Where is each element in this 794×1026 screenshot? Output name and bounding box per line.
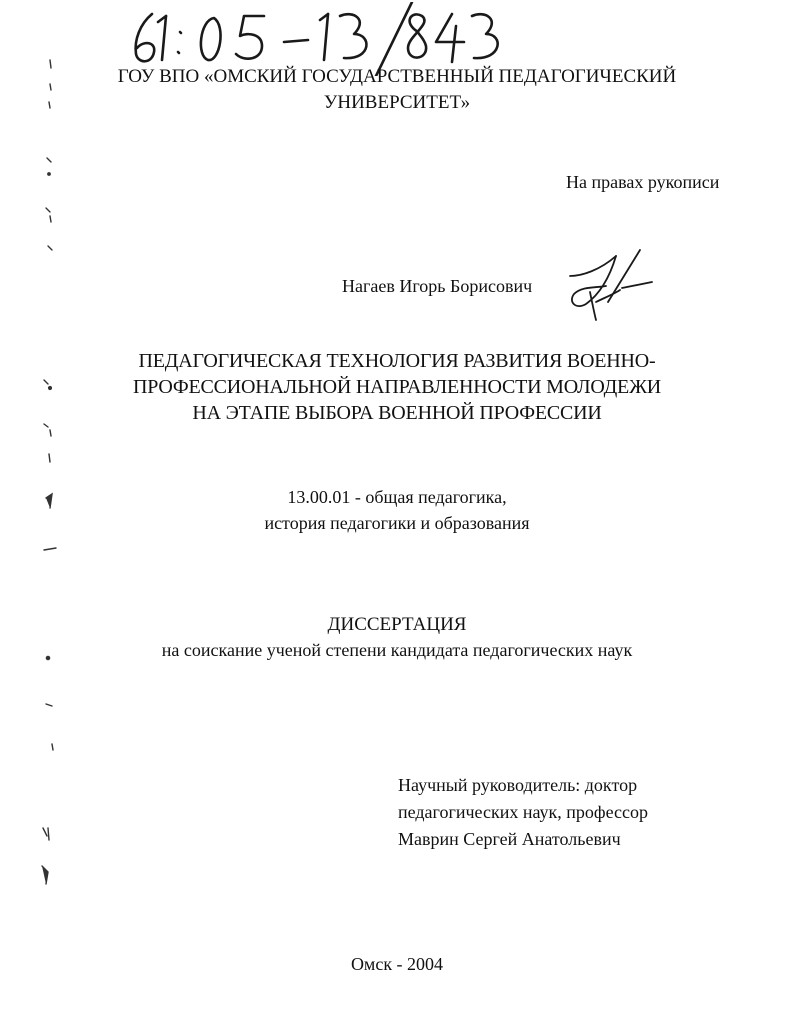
scan-margin-marks <box>30 50 70 890</box>
title-line-3: НА ЭТАПЕ ВЫБОРА ВОЕННОЙ ПРОФЕССИИ <box>192 402 602 424</box>
title-line-2: ПРОФЕССИОНАЛЬНОЙ НАПРАВЛЕННОСТИ МОЛОДЕЖИ <box>132 376 662 398</box>
title-line-1: ПЕДАГОГИЧЕСКАЯ ТЕХНОЛОГИЯ РАЗВИТИЯ ВОЕННО- <box>138 350 656 372</box>
author-signature <box>560 246 660 324</box>
institution-name <box>0 64 794 116</box>
specialty-line-1: 13.00.01 - общая педагогика, <box>287 487 507 507</box>
dissertation-heading: ДИССЕРТАЦИЯ <box>327 614 467 635</box>
specialty-line-2: история педагогики и образования <box>264 513 530 533</box>
city-year: Омск - 2004 <box>350 954 444 974</box>
supervisor-line-2: педагогических наук, профессор <box>398 802 649 822</box>
author-name: Нагаев Игорь Борисович <box>342 276 533 296</box>
dissertation-title <box>0 348 794 426</box>
specialty-code <box>0 484 794 536</box>
supervisor-line-3: Маврин Сергей Анатольевич <box>398 829 621 849</box>
institution-line-2: УНИВЕРСИТЕТ» <box>323 92 471 113</box>
scientific-supervisor <box>398 772 648 853</box>
institution-line-1: ГОУ ВПО «ОМСКИЙ ГОСУДАРСТВЕННЫЙ ПЕДАГОГИЧЕСКИЙ <box>117 66 677 87</box>
rights-note: На правах рукописи <box>566 172 720 192</box>
dissertation-subtitle: на соискание ученой степени кандидата педагогических наук <box>161 640 633 660</box>
supervisor-line-1: Научный руководитель: доктор <box>398 775 638 795</box>
